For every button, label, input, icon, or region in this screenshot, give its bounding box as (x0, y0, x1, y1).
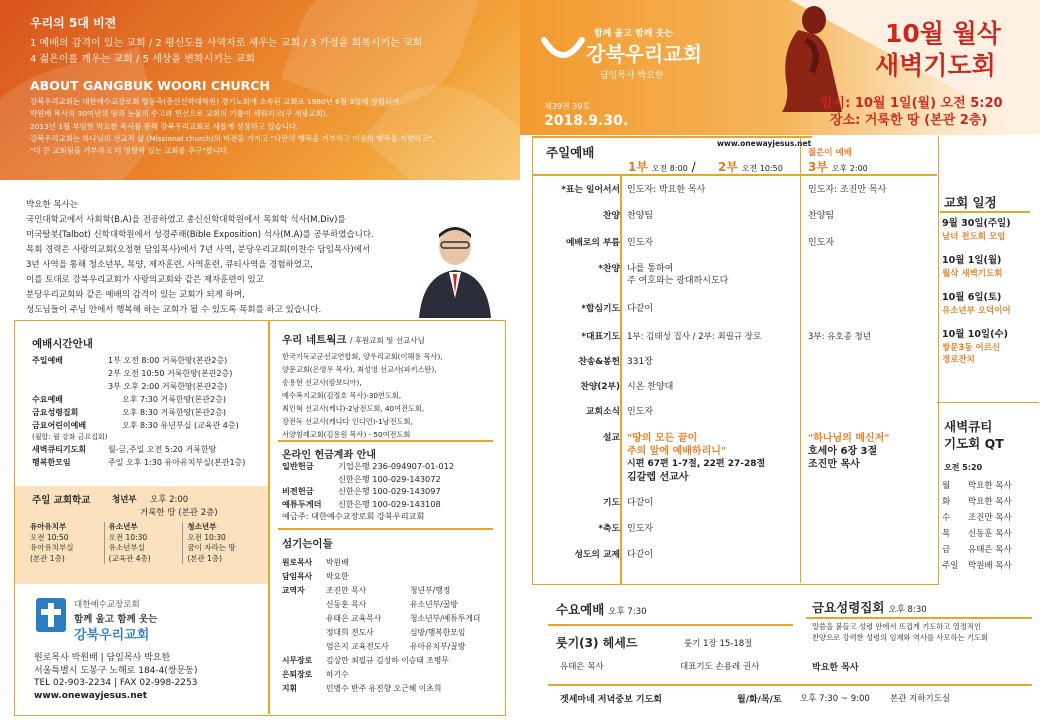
staff-name: 조진만 목사 (326, 586, 367, 595)
network-list (282, 350, 443, 441)
sermon-text: 호세아 6장 3절 (808, 446, 878, 457)
col3-label: 3부 (808, 160, 828, 174)
order-value (808, 381, 933, 406)
order-value: 331장 (627, 357, 653, 367)
offering-label (282, 473, 338, 486)
staff-name: 신동훈 목사 (326, 600, 367, 609)
wed-book: 룻기(3) 헤세드 (556, 636, 638, 650)
about-title: ABOUT GANGBUK WOORI CHURCH (30, 78, 270, 93)
staff-label: 은퇴장로 (282, 670, 313, 679)
offering-label: 비전헌금 (282, 486, 314, 496)
staff-label (282, 626, 326, 640)
staff-role: 심방/행복한모임 (410, 628, 466, 637)
youth-place: 거룩한 땅 (본관 2층) (140, 508, 218, 518)
bio-line: 국민대학교에서 사회학(B.A)을 전공하였고 총신신학대학원에서 목회학 석사(M.Div)를 (26, 215, 346, 225)
order-label: 찬양 (603, 211, 620, 221)
footer-church-name: 강북우리교회 (74, 628, 150, 643)
offering-account: 신한은행 100-029-143072 (338, 473, 441, 484)
order-url[interactable]: www.onewayjesus.net (717, 139, 812, 148)
qt-leader: 유태은 목사 (968, 545, 1012, 555)
sermon-title: 주의 앞에 예배하리니" (627, 446, 727, 457)
staff-label: 교역자 (282, 586, 305, 595)
dept-time: 오전 10:50 (30, 532, 69, 542)
network-item: 양문교회(은영우 목사), 최성영 선교사(파키스탄), (282, 365, 437, 374)
fri-heading (812, 598, 927, 616)
dept-loc: (본관 1층) (30, 553, 65, 563)
offering-label: 예튜두게더 (282, 498, 322, 509)
vision-banner (0, 0, 520, 180)
bio-line: 목회 경력은 사랑의교회(오정현 담임목사)에서 7년 사역, 분당우리교회(이찬수 담임목사)에서 (26, 245, 371, 255)
qt-leader: 조진만 목사 (968, 513, 1012, 523)
staff-label: 시무장로 (282, 656, 313, 665)
offering-holder: 예금주: 대한예수교장로회 강북우리교회 (282, 511, 425, 521)
about-p3: 2013년 1월 부임한 박요한 목사를 통해 강북우리교회로 새롭게 성장하고 있습니다. (30, 121, 299, 131)
cross-logo-icon (36, 598, 66, 632)
event-title-line-1: 10월 월삭 (885, 19, 1001, 48)
staff-name: 민병수 반주 유진향 오근혜 이초희 (326, 684, 442, 693)
footer-url[interactable]: www.onewayjesus.net (34, 690, 148, 701)
wt-label (32, 367, 108, 380)
fri-desc (812, 622, 988, 643)
sermon-title: "하나님의 메신저" (808, 433, 890, 444)
network-item: 송용현 선교사(캄보디아), (282, 378, 362, 387)
network-title: 우리 네트웍크 (282, 334, 347, 346)
bio-line: 분당우리교회와 같은 예배의 감격이 있는 교회가 되게 하며, (26, 290, 245, 300)
header-pastor: 담임목사 박요한 (600, 71, 664, 81)
order-value (808, 263, 933, 303)
network-item: 장전독 선교사(캐나다 인디언)-1남전도회, (282, 417, 413, 426)
col1-time: 오전 8:00 (651, 164, 688, 173)
wt-label: 새벽큐티기도회 (32, 445, 87, 454)
wt-value: 1부 오전 8:00 거룩한땅(본관2층) (108, 356, 228, 365)
order-value: 다같이 (627, 550, 654, 560)
schedule-desc: 경로잔치 (942, 355, 975, 365)
youth-time: 오후 2:00 (150, 495, 189, 505)
staff-label (282, 612, 326, 626)
staff-role: 청소년부/예튜투게더 (410, 614, 481, 623)
wt-value: 2부 오전 10:50 거룩한땅(본관2층) (108, 369, 233, 378)
order-title: 주일예배 (546, 145, 595, 160)
staff-label (282, 640, 326, 654)
col3-time: 오후 2:00 (831, 164, 868, 173)
wt-value: 오후 8:30 거룩한땅(본관2층) (122, 408, 226, 417)
col3-subtitle: 젊은이 예배 (808, 148, 853, 158)
wt-label (32, 380, 108, 393)
order-value: 다같이 (627, 304, 654, 314)
staff-role: 유아유치부/꿀방 (410, 642, 466, 651)
gethsemane-place: 본관 지하기도실 (890, 694, 951, 704)
vision-line-1: 1 예배의 감격이 있는 교회 / 2 평신도를 사역자로 세우는 교회 / 3 가정을 회복시키는 교회 (30, 38, 423, 49)
youth-label: 청년부 (112, 495, 137, 505)
footer-address: 서울특별시 도봉구 노해로 184-4(쌍문동) (34, 665, 198, 676)
qt-leader: 박요한 목사 (968, 481, 1012, 491)
wed-title: 수요예배 (556, 602, 605, 617)
order-value: 3부: 유호종 청년 (808, 332, 871, 342)
order-value: 찬양팀 (808, 211, 835, 221)
order-value: 인도자 (627, 238, 654, 248)
order-value: 시온 찬양대 (627, 382, 674, 392)
bio-line: 이를 토대로 강북우리교회가 사랑의교회와 같은 제자훈련이 있고 (26, 275, 264, 285)
footer-denomination: 대한예수교장로회 (74, 600, 140, 610)
schedule-list (942, 218, 1011, 367)
offering-title: 온라인 헌금계좌 안내 (282, 450, 376, 461)
offering-list (282, 460, 454, 523)
order-value (808, 356, 933, 381)
vision-title: 우리의 5대 비젼 (30, 16, 117, 30)
qt-title-line-1: 새벽큐티 (944, 419, 993, 434)
footer-slogan: 함께 울고 함께 웃는 (74, 614, 158, 625)
bio-line: 3년 사역을 통해 청소년부, 목양, 제자훈련, 사역훈련, 큐티사역을 경험하였고, (26, 260, 313, 270)
offering-label: 일반헌금 (282, 461, 314, 471)
qt-day: 주일 (942, 561, 959, 571)
about-p2: 박원배 목사의 30여년의 땀과 눈물의 수고와 헌신으로 교회의 기틀이 세워지고(구 새광교회), (30, 109, 329, 119)
order-value (808, 406, 933, 432)
qt-title (944, 418, 1004, 452)
staff-title: 섬기는이들 (282, 538, 333, 550)
staff-name: 박요한 (326, 572, 349, 581)
order-value: 인도자: 조진만 목사 (808, 185, 887, 195)
dept-name: 청소년부 (187, 522, 217, 531)
sermon-1-2 (627, 432, 797, 497)
sermon-title: "땅의 모든 끝이 (627, 433, 698, 444)
schedule-date: 9월 30일(주일) (942, 218, 1011, 229)
fri-title: 금요성령집회 (812, 600, 885, 615)
dept-time: 오전 10:30 (187, 532, 226, 542)
order-value: 인도자 (808, 238, 835, 248)
issue-number: 제39권 39호 (544, 102, 591, 111)
wt-note: (월합: 월 강좌 금요집회) (32, 433, 108, 441)
dept-card (30, 522, 98, 564)
qt-day: 화 (942, 497, 951, 507)
worship-times-list (32, 354, 245, 469)
wt-label: 행복한모임 (32, 458, 71, 467)
staff-name: 정대희 전도사 (326, 628, 374, 637)
col2-label: 2부 (718, 160, 738, 174)
wt-label: 금요어린이예배 (32, 421, 87, 430)
wt-value: 오후 8:30 유년부실 (교육관 4층) (122, 421, 239, 430)
staff-label (282, 598, 326, 612)
order-value: 다같이 (627, 498, 654, 508)
staff-name: 엄은지 교육전도사 (326, 642, 389, 651)
qt-title-line-2: 기도회 QT (944, 436, 1004, 451)
order-label: *축도 (598, 524, 620, 534)
order-value: 인도자 (627, 524, 654, 534)
header-slogan: 함께 울고 함께 웃는 (594, 29, 673, 39)
network-item: 서양침례교회(김용원 목사) - 50여전도회 (282, 430, 411, 439)
sermon-preacher: 김갈렙 선교사 (627, 472, 689, 483)
offering-account: 신한은행 100-029-143097 (338, 486, 441, 496)
pastor-bio (26, 198, 374, 318)
schedule-date: 10월 10일(수) (942, 329, 1008, 340)
staff-role: 유소년부/꿀방 (410, 600, 458, 609)
wed-prayer: 대표기도 손용레 권사 (680, 662, 760, 672)
schedule-date: 10월 6일(토) (942, 292, 1002, 303)
network-item: 예수복지교회(김정호 목사)-30연도회, (282, 391, 402, 400)
wed-text: 룻기 1장 15-18절 (684, 639, 753, 649)
dept-card (104, 522, 177, 564)
school-depts (30, 522, 255, 564)
sermon-3 (808, 432, 933, 497)
about-p4: 강북우리교회는 하나님의 선교적 삶 (Missional church)의 비전을 가지고 "나만의 행복을 거부하고 이웃의 행복을 지향하고", (30, 133, 435, 143)
sermon-preacher: 조진만 목사 (808, 459, 860, 470)
order-value: 인도자 (627, 407, 654, 417)
wt-label: 주일예배 (32, 356, 63, 365)
network-heading (282, 332, 425, 347)
dept-name: 유아유치부 (30, 522, 67, 531)
col1-head: 1부 오전 8:00 / (628, 160, 696, 174)
gethsemane-time: 오후 7:30 ~ 9:00 (800, 694, 870, 704)
order-value: 1부: 김태성 집사 / 2부: 최필규 장로 (627, 332, 762, 342)
gethsemane-days: 월/화/목/토 (737, 695, 782, 705)
sermon-text: 시편 67편 1-7절, 22편 27-28절 (627, 459, 766, 469)
about-text (30, 96, 434, 157)
col2-time: 오전 10:50 (741, 164, 783, 173)
staff-label: 원로목사 (282, 558, 313, 567)
network-item: 한국기독교군선교연합회, 양우리교회(이해용 목사), (282, 352, 443, 361)
order-label: 찬송&봉헌 (578, 357, 620, 367)
vision-line-2: 4 젊은이를 깨우는 교회 / 5 세상을 변화시키는 교회 (30, 54, 256, 65)
event-place: 장소: 거룩한 땅 (본관 2층) (830, 113, 988, 128)
schedule-desc: 월삭 새벽기도회 (942, 268, 1003, 279)
fri-preacher: 박요한 목사 (812, 663, 859, 673)
footer-contact (34, 652, 197, 702)
order-col-c (808, 184, 933, 497)
fri-time: 오후 8:30 (888, 605, 927, 615)
order-label: *합심기도 (581, 304, 620, 314)
schedule-desc: 유소년부 오덕이어 (942, 305, 1011, 316)
order-label: 예배로의 부름 (565, 238, 620, 248)
wt-value: 월-금,주일 오전 5:20 거룩한땅 (108, 445, 217, 454)
staff-list (282, 556, 496, 696)
offering-account: 신한은행 100-029-143108 (338, 498, 441, 509)
order-label: *대표기도 (581, 332, 620, 342)
offering-account: 기업은행 236-094907-01-012 (338, 461, 455, 471)
church-logo (540, 30, 586, 68)
staff-label: 담임목사 (282, 572, 313, 581)
schedule-title: 교회 일정 (944, 195, 997, 210)
qt-day: 목 (942, 529, 951, 539)
bio-title: 박요한 목사는 (26, 200, 78, 210)
gethsemane-title: 겟세마네 저녁중보 기도회 (560, 695, 662, 705)
wt-label: 수요예배 (32, 395, 63, 404)
school-title: 주일 교회학교 (32, 495, 91, 506)
about-p5: "더 큰 교회됨을 거부하고 더 영향력 있는 교회를 추구"합니다. (30, 146, 230, 156)
wed-preacher: 유태은 목사 (560, 662, 604, 672)
wt-label: 금요성령집회 (32, 408, 79, 417)
dept-place: 유아유치부실 (30, 543, 74, 552)
staff-name: 유태은 교육목사 (326, 614, 382, 623)
fri-desc-line: 찬양으로 강력한 성령의 임재와 역사를 사모하는 기도회 (812, 632, 989, 642)
order-value: 나를 통하여 (627, 264, 674, 274)
order-value: 찬양팀 (627, 211, 654, 221)
smile-logo-icon (540, 30, 586, 64)
dept-time: 오전 10:30 (108, 532, 148, 542)
qt-leader: 신동훈 목사 (968, 529, 1012, 539)
order-value: 인도자: 박요한 목사 (627, 185, 706, 195)
wt-value: 3부 오후 2:00 거룩한땅(본관2층) (108, 382, 228, 391)
footer-pastors: 원로목사 박원배 | 담임목사 박요한 (34, 653, 171, 663)
staff-label: 지휘 (282, 684, 298, 693)
order-label: 성도의 교제 (574, 550, 620, 560)
issue-date: 2018.9.30. (544, 113, 629, 129)
qt-leader: 박원배 목사 (968, 561, 1012, 571)
footer-tel: TEL 02-903-2234 | FAX 02-998-2253 (34, 678, 198, 688)
dept-place: 꿈이 자라는 땅 (187, 543, 236, 552)
col2-head (718, 158, 783, 175)
staff-role: 청년부/행정 (410, 586, 451, 595)
worship-times-title: 예배시간안내 (32, 338, 93, 350)
network-subtitle: / 후원교회 및 선교사님 (349, 336, 425, 345)
wt-value: 오후 7:30 거룩한땅(본관2층) (122, 395, 226, 404)
dept-loc: (본관 1층) (187, 553, 223, 563)
qt-day: 수 (942, 513, 951, 523)
staff-name: 박원배 (326, 558, 349, 567)
col1-label: 1부 (628, 160, 648, 174)
staff-name: 김상만 최필규 김성하 이승태 조병무 (326, 656, 449, 665)
qt-day: 금 (942, 545, 951, 555)
bio-line: 성도님들이 주님 안에서 행복해 하는 교회가 될 수 있도록 목회를 하고 있습니다. (26, 305, 322, 315)
order-label: *표는 일어서서 (561, 185, 620, 195)
qt-time: 오전 5:20 (944, 463, 983, 472)
fri-desc-line: 말씀을 붙들고 성령 안에서 뜨겁게 기도하고 열정적인 (812, 622, 981, 631)
schedule-desc: 쌍문3동 어르신 (942, 342, 1001, 353)
wt-value: 주일 오후 1:30 유아유치부실(본관1층) (108, 458, 246, 467)
pastor-photo (405, 218, 505, 318)
wed-heading (556, 600, 647, 618)
dept-place: 유소년부실 (108, 543, 145, 552)
event-time: 일시: 10월 1일(월) 오전 5:20 (820, 96, 1003, 111)
header-church-name: 강북우리교회 (586, 42, 702, 66)
qt-list (942, 478, 1012, 574)
staff-name: 하기수 (326, 670, 349, 679)
dept-card (182, 522, 255, 564)
qt-leader: 박요한 목사 (968, 497, 1012, 507)
order-labels (540, 184, 620, 569)
order-label: 설교 (603, 433, 620, 443)
order-label: 기도 (603, 498, 620, 508)
order-label: 교회소식 (586, 407, 620, 417)
schedule-date: 10월 1일(월) (942, 255, 1002, 266)
dept-loc: (교육관 4층) (108, 553, 151, 563)
event-title-line-2: 새벽기도회 (875, 51, 996, 80)
bio-line: 미국탈봇(Talbot) 신학대학원에서 성경주해(Bible Exposition) 석사(M.A)를 공부하였습니다. (26, 230, 374, 240)
order-col-a (627, 184, 797, 569)
order-value (808, 303, 933, 331)
dept-name: 유소년부 (108, 522, 138, 531)
wed-time: 오후 7:30 (608, 607, 647, 617)
network-item: 최인혁 선교사(케냐)-2남전도회, 40여전도회, (282, 404, 425, 413)
qt-day: 월 (942, 481, 951, 491)
col3-head (808, 158, 868, 175)
schedule-desc: 남녀 전도회 모임 (942, 231, 1006, 242)
order-value: 주 여호와는 광대하시도다 (627, 276, 729, 286)
order-label: 찬양(2부) (580, 382, 620, 392)
order-label: *찬양 (598, 264, 620, 274)
about-p1: 강북우리교회는 대한예수교장로회 합동측(총신신학대학원) 경기노회에 소속된 교회로 1980년 6월 3일에 창립되어 (30, 97, 400, 106)
